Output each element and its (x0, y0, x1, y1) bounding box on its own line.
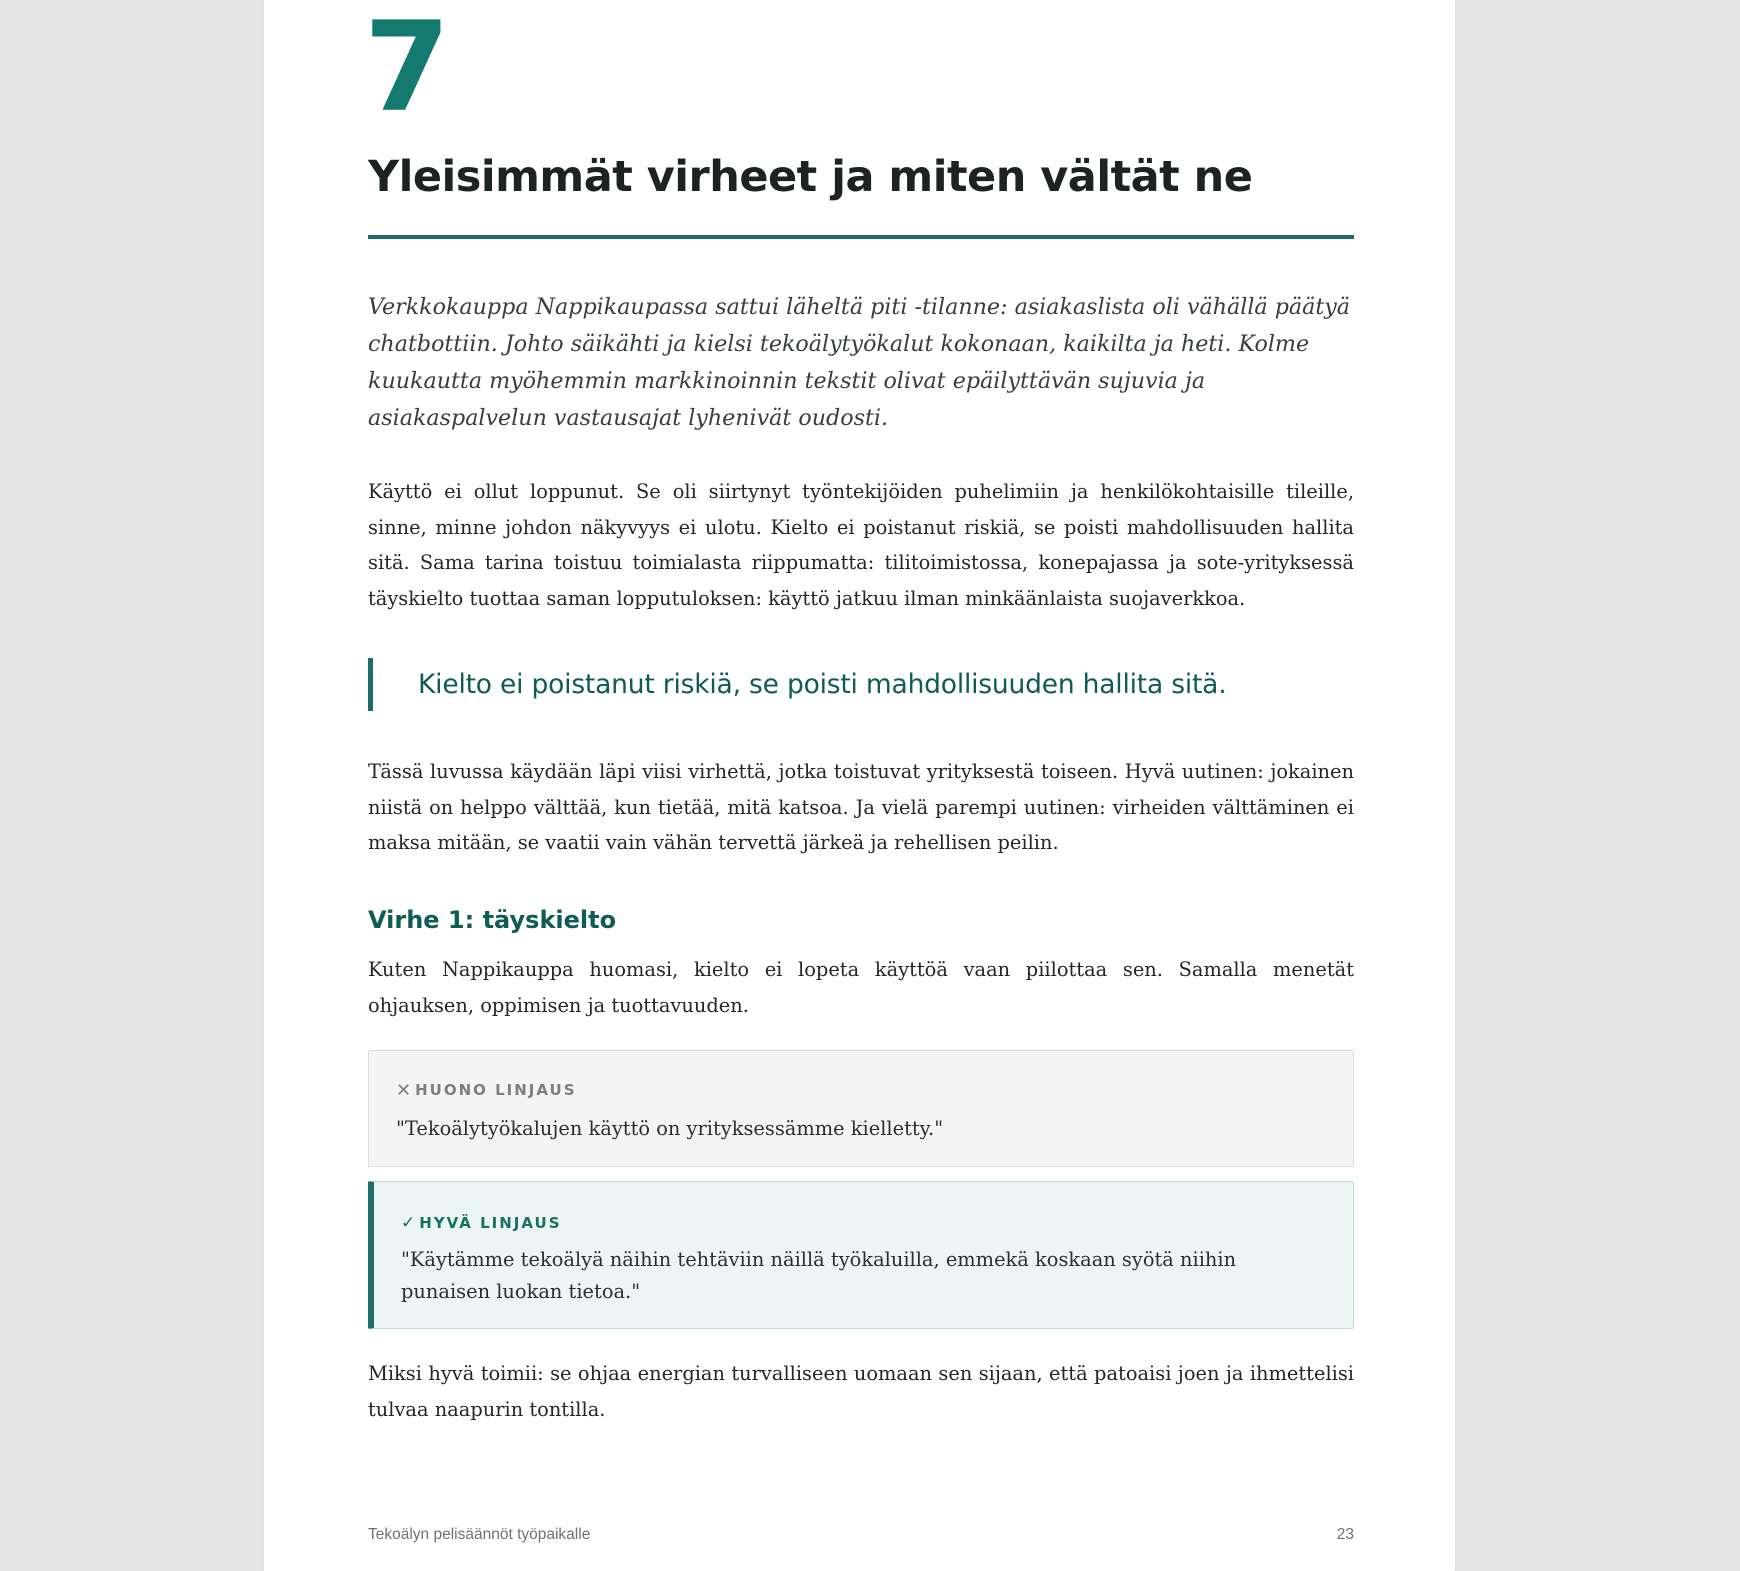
bad-policy-label-text: HUONO LINJAUS (415, 1081, 577, 1099)
good-policy-label-text: HYVÄ LINJAUS (419, 1214, 562, 1232)
body-paragraph-3: Kuten Nappikauppa huomasi, kielto ei lopeta käyttöä vaan piilottaa sen. Samalla menetät ohjauksen, oppimisen ja tuottavuuden. (368, 958, 1354, 1017)
good-policy-box (368, 1181, 1354, 1329)
bad-policy-quote: "Tekoälytyökalujen käyttö on yrityksessämme kielletty." (396, 1117, 944, 1140)
chapter-number: 7 (364, 0, 449, 140)
close-icon: ✕ (396, 1080, 412, 1101)
footer-book-title: Tekoälyn pelisäännöt työpaikalle (368, 1526, 591, 1543)
body-paragraph-4: Miksi hyvä toimii: se ohjaa energian turvalliseen uomaan sen sijaan, että patoaisi joen ja ihmettelisi tulvaa naapurin tontilla. (368, 1362, 1354, 1421)
title-divider (368, 235, 1354, 239)
bad-policy-box (368, 1050, 1354, 1167)
good-policy-label (401, 1215, 562, 1232)
body-paragraph-2: Tässä luvussa käydään läpi viisi virhettä, jotka toistuvat yrityksestä toiseen. Hyvä uutinen: jokainen niistä on helppo välttää, kun tietää, mitä katsoa. Ja vielä parempi uutinen: virheiden välttäminen ei maksa mitään, se vaatii vain vähän tervettä järkeä ja rehellisen peilin. (368, 760, 1354, 854)
pull-quote-text: Kielto ei poistanut riskiä, se poisti mahdollisuuden hallita sitä. (418, 669, 1227, 700)
pull-quote (368, 658, 1354, 711)
footer-page-number: 23 (1336, 1526, 1354, 1543)
checkmark-icon: ✓ (401, 1213, 416, 1233)
bad-policy-label (396, 1082, 577, 1100)
body-paragraph-1: Käyttö ei ollut loppunut. Se oli siirtynyt työntekijöiden puhelimiin ja henkilökohtaisille tileille, sinne, minne johdon näkyvyys ei ulotu. Kielto ei poistanut riskiä, se poisti mahdollisuuden hallita sitä. Sama tarina toistuu toimialasta riippumatta: tilitoimistossa, konepajassa ja sote-yrityksessä täyskielto tuottaa saman lopputuloksen: käyttö jatkuu ilman minkäänlaista suojaverkkoa. (368, 480, 1354, 610)
chapter-title: Yleisimmät virheet ja miten vältät ne (368, 152, 1253, 202)
lead-paragraph: Verkkokauppa Nappikaupassa sattui läheltä piti -tilanne: asiakaslista oli vähällä päätyä chatbottiin. Johto säikähti ja kielsi tekoälytyökalut kokonaan, kaikilta ja heti. Kolme kuukautta myöhemmin markkinoinnin tekstit olivat epäilyttävän sujuvia ja asiakaspalvelun vastausajat lyhenivät oudosti. (368, 294, 1351, 431)
document-page (264, 0, 1455, 1571)
good-policy-quote: "Käytämme tekoälyä näihin tehtäviin näillä työkaluilla, emmekä koskaan syötä niihin punaisen luokan tietoa." (401, 1248, 1237, 1303)
section-heading: Virhe 1: täyskielto (368, 906, 617, 934)
